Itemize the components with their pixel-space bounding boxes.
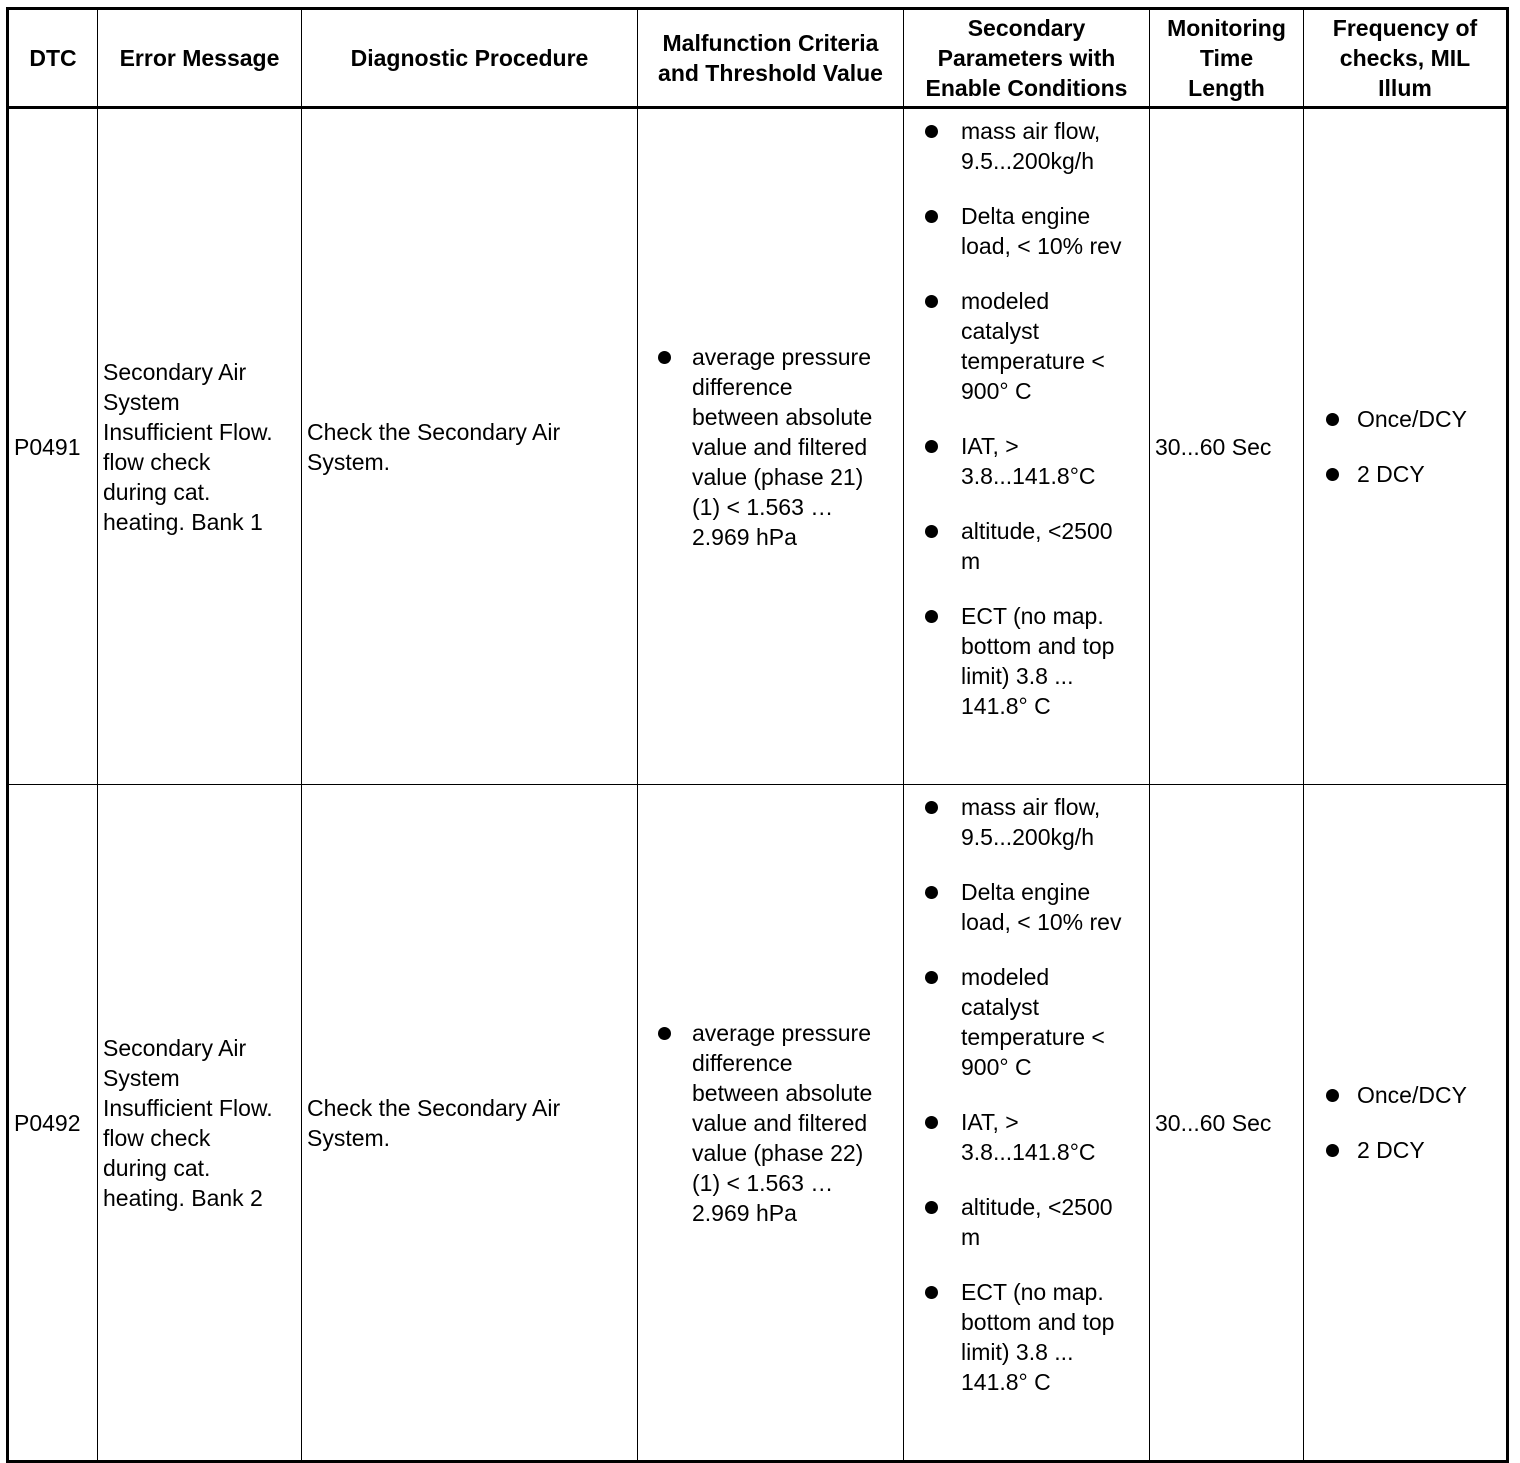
bullet-icon bbox=[925, 1201, 938, 1214]
diagnostic-procedure: Check the Secondary Air System. bbox=[302, 785, 638, 1462]
secondary-parameters-list bbox=[925, 116, 1145, 721]
bullet-icon bbox=[925, 125, 938, 138]
header-row bbox=[8, 9, 1508, 108]
header-dtc: DTC bbox=[8, 9, 98, 108]
malfunction-criteria bbox=[638, 108, 904, 785]
list-item: Delta engine load, < 10% rev bbox=[925, 201, 1145, 261]
list-item: average pressure difference between absolute value and filtered value (phase 22) (1) < 1.563 … 2.969 hPa bbox=[658, 1018, 899, 1228]
list-item: mass air flow, 9.5...200kg/h bbox=[925, 116, 1145, 176]
bullet-icon bbox=[1326, 468, 1339, 481]
bullet-icon bbox=[925, 886, 938, 899]
error-message: Secondary Air System Insufficient Flow. flow check during cat. heating. Bank 1 bbox=[98, 108, 302, 785]
table-row bbox=[8, 785, 1508, 1462]
list-item: IAT, > 3.8...141.8°C bbox=[925, 431, 1145, 491]
bullet-icon bbox=[1326, 1089, 1339, 1102]
list-item: Delta engine load, < 10% rev bbox=[925, 877, 1145, 937]
list-item: IAT, > 3.8...141.8°C bbox=[925, 1107, 1145, 1167]
header-frequency: Frequency of checks, MIL Illum bbox=[1304, 9, 1508, 108]
list-item: 2 DCY bbox=[1326, 1135, 1506, 1165]
header-malfunction-criteria: Malfunction Criteria and Threshold Value bbox=[638, 9, 904, 108]
dtc-code: P0492 bbox=[8, 785, 98, 1462]
bullet-icon bbox=[1326, 413, 1339, 426]
list-item: ECT (no map. bottom and top limit) 3.8 ... 141.8° C bbox=[925, 601, 1145, 721]
secondary-parameters bbox=[904, 108, 1150, 785]
bullet-icon bbox=[925, 1286, 938, 1299]
list-item: Once/DCY bbox=[1326, 1080, 1506, 1110]
list-item: ECT (no map. bottom and top limit) 3.8 ... 141.8° C bbox=[925, 1277, 1145, 1397]
secondary-parameters bbox=[904, 785, 1150, 1462]
bullet-icon bbox=[658, 351, 671, 364]
malfunction-criteria bbox=[638, 785, 904, 1462]
frequency bbox=[1304, 108, 1508, 785]
bullet-icon bbox=[658, 1027, 671, 1040]
dtc-code: P0491 bbox=[8, 108, 98, 785]
bullet-icon bbox=[925, 971, 938, 984]
list-item: altitude, <2500 m bbox=[925, 516, 1145, 576]
bullet-icon bbox=[925, 610, 938, 623]
list-item: 2 DCY bbox=[1326, 459, 1506, 489]
bullet-icon bbox=[1326, 1144, 1339, 1157]
diagnostic-procedure: Check the Secondary Air System. bbox=[302, 108, 638, 785]
list-item: altitude, <2500 m bbox=[925, 1192, 1145, 1252]
dtc-table bbox=[6, 7, 1509, 1463]
list-item: mass air flow, 9.5...200kg/h bbox=[925, 792, 1145, 852]
header-error-message: Error Message bbox=[98, 9, 302, 108]
bullet-icon bbox=[925, 295, 938, 308]
bullet-icon bbox=[925, 1116, 938, 1129]
list-item: average pressure difference between absolute value and filtered value (phase 21) (1) < 1.563 … 2.969 hPa bbox=[658, 342, 899, 552]
error-message: Secondary Air System Insufficient Flow. flow check during cat. heating. Bank 2 bbox=[98, 785, 302, 1462]
frequency-list bbox=[1326, 1080, 1506, 1165]
list-item: modeled catalyst temperature < 900° C bbox=[925, 286, 1145, 406]
bullet-icon bbox=[925, 525, 938, 538]
header-monitoring-time: Monitoring Time Length bbox=[1150, 9, 1304, 108]
monitoring-time: 30...60 Sec bbox=[1150, 785, 1304, 1462]
frequency bbox=[1304, 785, 1508, 1462]
table-row bbox=[8, 108, 1508, 785]
bullet-icon bbox=[925, 801, 938, 814]
malfunction-criteria-list bbox=[658, 342, 899, 552]
bullet-icon bbox=[925, 440, 938, 453]
header-secondary-parameters: Secondary Parameters with Enable Conditions bbox=[904, 9, 1150, 108]
malfunction-criteria-list bbox=[658, 1018, 899, 1228]
secondary-parameters-list bbox=[925, 792, 1145, 1397]
bullet-icon bbox=[925, 210, 938, 223]
monitoring-time: 30...60 Sec bbox=[1150, 108, 1304, 785]
list-item: modeled catalyst temperature < 900° C bbox=[925, 962, 1145, 1082]
frequency-list bbox=[1326, 404, 1506, 489]
header-diagnostic-procedure: Diagnostic Procedure bbox=[302, 9, 638, 108]
list-item: Once/DCY bbox=[1326, 404, 1506, 434]
